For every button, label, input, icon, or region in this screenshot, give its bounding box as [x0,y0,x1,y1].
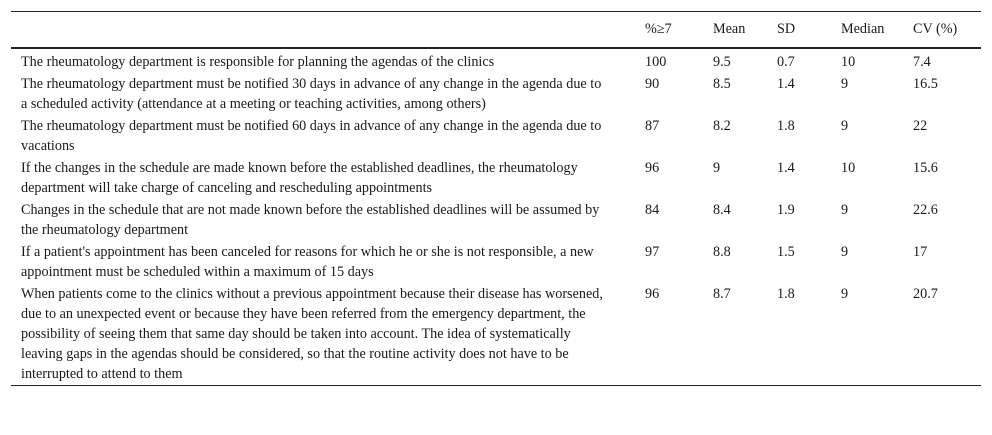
row-item: The rheumatology department is responsible for planning the agendas of the clinics [21,54,495,70]
table-header [11,12,981,49]
row-pct: 90 [645,76,660,92]
row-pct: 97 [645,244,660,260]
row-cv: 16.5 [913,76,938,92]
header-cv: CV (%) [913,21,958,37]
table-body [11,48,981,386]
row-mean: 9 [713,160,721,176]
row-median: 10 [841,54,856,70]
row-median: 9 [841,244,849,260]
row-item: When patients come to the clinics without a previous appointment because their disease has worsened, due to an unexpected event or because they have been referred from the emergency department, the possibility of seeing them that same day should be taken into account. The idea of systematically leaving gaps in the agendas should be considered, so that the routine activity does not have to be interrupted to attend to them [21,286,603,382]
row-sd: 1.9 [777,202,795,218]
table-row [11,115,981,157]
row-mean: 8.2 [713,118,731,134]
row-sd: 1.4 [777,76,795,92]
row-item: Changes in the schedule that are not made known before the established deadlines will be assumed by the rheumatology department [21,202,600,238]
results-table [11,11,981,386]
row-sd: 1.5 [777,244,795,260]
row-item: If a patient's appointment has been canceled for reasons for which he or she is not responsible, a new appointment must be scheduled within a maximum of 15 days [21,244,594,280]
row-item: If the changes in the schedule are made known before the established deadlines, the rheumatology department will take charge of canceling and rescheduling appointments [21,160,578,196]
row-pct: 96 [645,286,660,302]
table-row [11,283,981,386]
row-pct: 96 [645,160,660,176]
row-cv: 17 [913,244,928,260]
header-row [11,12,981,49]
row-cv: 7.4 [913,54,931,70]
header-pct-ge-7: %≥7 [645,21,672,37]
row-median: 9 [841,118,849,134]
row-median: 9 [841,286,849,302]
row-pct: 87 [645,118,660,134]
table-row [11,48,981,73]
table-row [11,199,981,241]
row-pct: 84 [645,202,660,218]
header-median: Median [841,21,885,37]
results-table-container [11,11,981,386]
header-item [11,12,641,49]
row-sd: 1.4 [777,160,795,176]
row-cv: 15.6 [913,160,938,176]
row-cv: 22.6 [913,202,938,218]
row-mean: 8.5 [713,76,731,92]
table-row [11,157,981,199]
row-sd: 0.7 [777,54,795,70]
row-cv: 22 [913,118,928,134]
row-item: The rheumatology department must be notified 30 days in advance of any change in the agenda due to a scheduled activity (attendance at a meeting or teaching activities, among others) [21,76,602,112]
row-item: The rheumatology department must be notified 60 days in advance of any change in the agenda due to vacations [21,118,602,154]
row-pct: 100 [645,54,667,70]
row-cv: 20.7 [913,286,938,302]
row-median: 10 [841,160,856,176]
row-sd: 1.8 [777,118,795,134]
row-mean: 8.8 [713,244,731,260]
header-sd: SD [777,21,796,37]
table-row [11,241,981,283]
row-mean: 8.7 [713,286,731,302]
table-row [11,73,981,115]
row-sd: 1.8 [777,286,795,302]
row-median: 9 [841,202,849,218]
row-mean: 8.4 [713,202,731,218]
header-mean: Mean [713,21,746,37]
row-mean: 9.5 [713,54,731,70]
row-median: 9 [841,76,849,92]
